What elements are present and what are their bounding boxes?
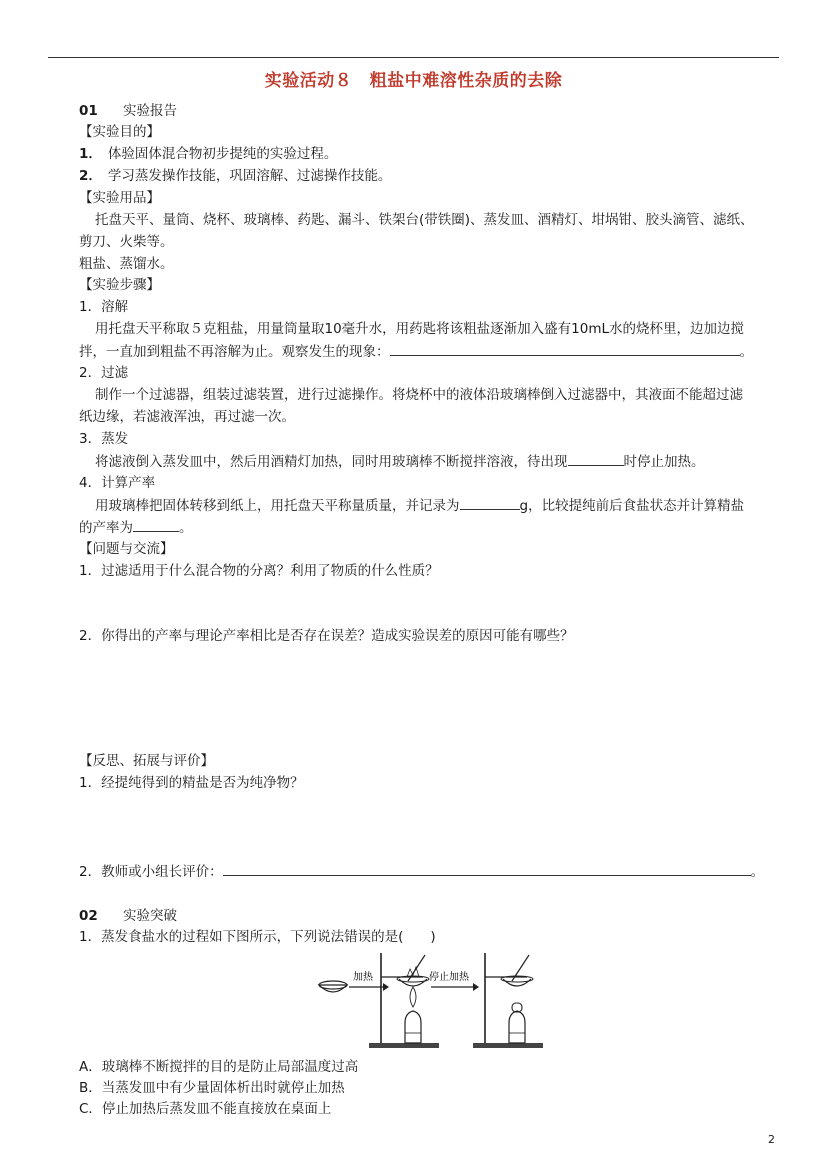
supplies-line-3: 粗盐、蒸馏水。 — [79, 256, 174, 272]
qa-header: 【问题与交流】 — [79, 541, 174, 557]
steps-header: 【实验步骤】 — [79, 277, 160, 293]
section1-heading — [79, 101, 177, 121]
step2-line-2: 纸边缘，若滤液浑浊，再过滤一次。 — [79, 409, 295, 425]
diagram-label-stop: 停止加热 — [429, 972, 469, 983]
alcohol-lamp-icon — [405, 1011, 421, 1043]
reflect-header: 【反思、拓展与评价】 — [79, 753, 214, 769]
page-title: 实验活动８ 粗盐中难溶性杂质的去除 — [264, 71, 563, 91]
step2-title: 2．过滤 — [79, 365, 129, 381]
section2-label: 实验突破 — [123, 908, 177, 924]
section2-number: 02 — [79, 908, 98, 924]
mass-blank[interactable] — [460, 495, 520, 510]
purpose-item-2: 2． 学习蒸发操作技能，巩固溶解、过滤操作技能。 — [79, 168, 392, 184]
option-a[interactable]: A．玻璃棒不断搅拌的目的是防止局部温度过高 — [79, 1059, 359, 1075]
reflect-question-1: 1．经提纯得到的精盐是否为纯净物？ — [79, 775, 304, 791]
step1-line-1: 用托盘天平称取５克粗盐，用量筒量取10毫升水，用药匙将该粗盐逐渐加入盛有10mL水的烧杯里，边加边搅 — [95, 321, 745, 337]
section1-label: 实验报告 — [123, 103, 177, 119]
step4-title: 4．计算产率 — [79, 475, 156, 491]
step2-line-1: 制作一个过滤器，组装过滤装置，进行过滤操作。将烧杯中的液体沿玻璃棒倒入过滤器中，其液面不能超过滤 — [95, 387, 743, 403]
diagram-label-heat: 加热 — [353, 972, 373, 983]
step3-line-1: 将滤液倒入蒸发皿中，然后用酒精灯加热，同时用玻璃棒不断搅拌溶液，待出现 时停止加热。 — [95, 451, 705, 472]
evaporation-blank[interactable] — [568, 451, 624, 466]
observation-blank[interactable] — [390, 341, 740, 356]
qa-question-1: 1．过滤适用于什么混合物的分离？利用了物质的什么性质？ — [79, 563, 439, 579]
option-b[interactable]: B．当蒸发皿中有少量固体析出时就停止加热 — [79, 1080, 345, 1096]
supplies-line-1: 托盘天平、量筒、烧杯、玻璃棒、药匙、漏斗、铁架台(带铁圈)、蒸发皿、酒精灯、坩埚钳、胶头滴管、滤纸、 — [95, 212, 754, 228]
reflect-question-2: 2．教师或小组长评价： 。 — [79, 861, 764, 882]
qa-question-2: 2．你得出的产率与理论产率相比是否存在误差？造成实验误差的原因可能有哪些？ — [79, 628, 574, 644]
evaluation-blank[interactable] — [223, 861, 751, 876]
purpose-header: 【实验目的】 — [79, 124, 160, 140]
problem-stem: 1．蒸发食盐水的过程如下图所示，下列说法错误的是( ) — [79, 929, 436, 945]
section1-number: 01 — [79, 103, 98, 119]
step4-line-2: 的产率为 。 — [79, 517, 193, 538]
step4-line-1: 用玻璃棒把固体转移到纸上，用托盘天平称量质量，并记录为 g，比较提纯前后食盐状态并计算精盐 — [95, 495, 744, 516]
page-number: 2 — [768, 1133, 775, 1146]
header-rule — [48, 57, 779, 58]
step3-title: 3．蒸发 — [79, 431, 129, 447]
evaporation-diagram — [313, 947, 543, 1052]
section2-heading — [79, 906, 177, 926]
step1-title: 1．溶解 — [79, 299, 129, 315]
supplies-header: 【实验用品】 — [79, 190, 160, 206]
yield-blank[interactable] — [133, 517, 179, 532]
purpose-item-1: 1． 体验固体混合物初步提纯的实验过程。 — [79, 146, 338, 162]
step1-line-2: 拌，一直加到粗盐不再溶解为止。观察发生的现象： 。 — [79, 341, 753, 362]
supplies-line-2: 剪刀、火柴等。 — [79, 234, 174, 250]
option-c[interactable]: C．停止加热后蒸发皿不能直接放在桌面上 — [79, 1101, 332, 1117]
